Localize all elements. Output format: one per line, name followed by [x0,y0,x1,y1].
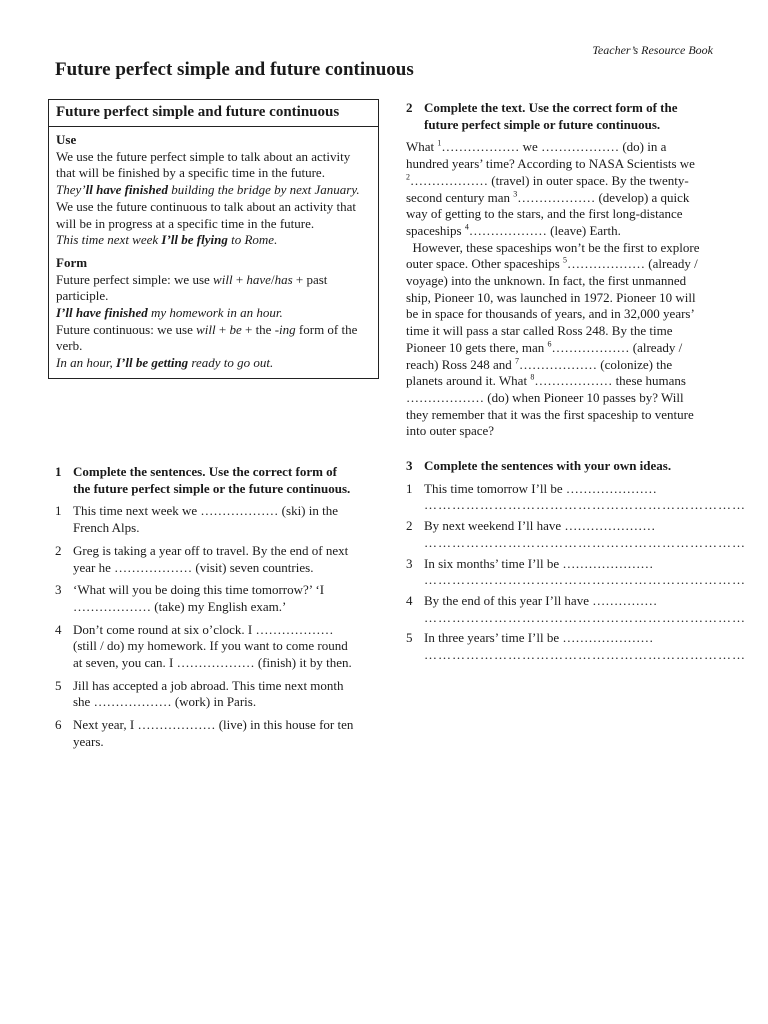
exercise-3-item: 1 This time tomorrow I’ll be ………………… …………………………………………………………… [406,480,746,513]
exercise-3-heading: 3 Complete the sentences with your own ideas. [406,458,672,474]
form-example-1: I’ll have finished my homework in an hour. [56,305,283,321]
grammar-box-title: Future perfect simple and future continuous [49,100,378,127]
use-rule-2: We use the future continuous to talk about an activity that will be in progress at a specific time in the future. [56,198,357,231]
use-example-2: This time next week I’ll be flying to Rome. [56,232,278,248]
exercise-3-item: 2 By next weekend I’ll have ………………… …………………………………………………………… [406,518,746,550]
use-heading: Use [56,132,77,147]
exercise-3-item: 3 In six months’ time I’ll be ………………… …………………………………………………………… [406,555,746,588]
page-title: Future perfect simple and future continuous [55,59,414,80]
form-heading: Form [56,254,88,270]
use-example-1: They’ll have finished building the bridge by next January. [56,182,360,198]
exercise-1-item: 6 Next year, I ……………… (live) in this house for ten years. [55,717,354,749]
exercise-2-heading: 2 Complete the text. Use the correct form of the future perfect simple or future continuous. [406,100,678,132]
right-column [406,100,746,668]
book-header: Teacher’s Resource Book [592,43,713,57]
exercise-3 [406,458,746,664]
exercise-1-item: 1 This time next week we ……………… (ski) in the French Alps. [55,503,339,536]
exercise-3-item: 4 By the end of this year I’ll have …………… …………………………………………………………… [406,592,746,625]
exercise-1-item: 5 Jill has accepted a job abroad. This time next month she ……………… (work) in Paris. [55,677,344,710]
form-rule-2: Future continuous: we use will + be + the -ing form of the verb. [56,321,358,354]
grammar-box [48,99,379,379]
exercise-1-heading: 1 Complete the sentences. Use the correct form of the future perfect simple or the future continuous. [55,464,351,496]
use-rule-1: We use the future perfect simple to talk about an activity that will be finished by a specific time in the future. [56,148,351,181]
exercise-3-item: 5 In three years’ time I’ll be ………………… …………………………………………………………… [406,630,746,663]
exercise-1-item: 2 Greg is taking a year off to travel. By the end of next year he ……………… (visit) seven countries. [55,542,349,575]
exercise-1-item: 3 ‘What will you be doing this time tomorrow?’ ‘I ……………… (take) my English exam.’ [55,582,325,614]
grammar-box-body [49,127,378,378]
exercise-2-text: What $^1$……………… we ……………… (do) in a hundred years’ time? According to NASA Scientists we $^2$……………… (travel) in outer space. By the twenty-second century man $^3$……………… (develop) a quick way of getting to the stars, and the first long-distance spaceships $^4$……………… (leave) Earth. However, these spaceships won’t be the first to explore outer space. Other spaceships $^5$……………… (already / voyage) into the unknown. In fact, the first unmanned ship, Pioneer 10, was launched in 1972. Pioneer 10 will be in space for thousands of years, and in 32,000 years’ time it will pass a star called Ross 248. By the time Pioneer 10 gets there, man $^6$……………… (already / reach) Ross 248 and $^7$……………… (colonize) the planets around it. What $^8$……………… these humans ……………… (do) when Pioneer 10 passes by? Will they remember that it was the first spaceship to venture into outer space? [406,139,700,439]
exercise-1 [55,464,355,757]
form-example-2: In an hour, I’ll be getting ready to go out. [56,355,274,371]
form-rule-1: Future perfect simple: we use will + have/has + past participle. [56,271,328,304]
exercise-1-item: 4 Don’t come round at six o’clock. I ……………… (still / do) my homework. If you want to come round at seven, you can. I ……………… (finish) it by then. [55,621,352,671]
